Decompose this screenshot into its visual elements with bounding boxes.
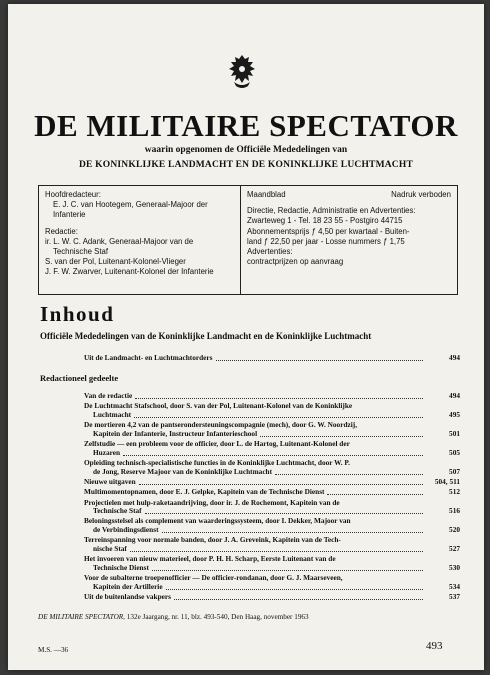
toc-entry [84, 536, 460, 554]
advertising-text: contractprijzen op aanvraag [247, 257, 344, 267]
toc-entry [84, 392, 460, 401]
toc-entry-title: Terreinspanning voor normale banden, door J. A. Greveink, Kapitein van de Tech- [84, 536, 341, 545]
toc-entry-page: 537 [449, 592, 460, 602]
info-box-divider [240, 186, 241, 294]
editorial-staff-member: Technische Staf [53, 247, 109, 257]
contents-heading: Inhoud [40, 302, 115, 326]
subscription-price: Abonnementsprijs ƒ 4,50 per kwartaal - Buiten- [247, 226, 410, 236]
toc-entry: Uit de Landmacht- en Luchtmachtorders 494 [84, 353, 460, 362]
toc-entry-title: Opleiding technisch-specialistische functies in de Koninklijke Luchtmacht, door W. P. [84, 459, 350, 468]
toc-entry-title-cont: Huzaren [93, 447, 121, 457]
editorial-staff-member: ir. L. W. C. Adank, Generaal-Majoor van de [45, 236, 194, 246]
editorial-staff-member: J. F. W. Zwarver, Luitenant-Kolonel der Infanterie [45, 267, 214, 277]
toc-entry-title: Voor de subalterne troepenofficier — De officier-rondanan, door G. J. Maarseveen, [84, 574, 343, 583]
toc-entry [84, 459, 460, 477]
ms-code: M.S. —36 [38, 646, 69, 654]
coat-of-arms-icon [222, 52, 262, 92]
editor-in-chief-label: Hoofdredacteur: [45, 190, 101, 199]
citation-journal: DE MILITAIRE SPECTATOR, [38, 613, 125, 621]
editorial-board [45, 190, 233, 278]
toc-entry [84, 402, 460, 420]
office-label: Directie, Redactie, Administratie en Advertenties: [247, 206, 416, 216]
toc-entry-page: 516 [449, 506, 460, 516]
toc-entry-title-cont: de Verbindingsdienst [93, 525, 159, 535]
toc-entry [84, 488, 460, 497]
toc-entry [84, 421, 460, 439]
toc-entry-page: 534 [449, 582, 460, 592]
toc-entry-title-cont: Kapitein der Infanterie, Instructeur Infanterieschool [93, 428, 258, 438]
publication-details [247, 190, 451, 267]
toc-entry [84, 593, 460, 602]
toc-entry [84, 517, 460, 535]
office-address: Zwarteweg 1 - Tel. 18 23 55 - Postgiro 44715 [247, 216, 403, 226]
toc-entry-title-cont: Kapitein der Artillerie [93, 582, 163, 592]
toc-entry-title: De mortieren 4,2 van de pantserondersteuningscompagnie (mech), door G. W. Noordzij, [84, 421, 358, 430]
masthead-title: DE MILITAIRE SPECTATOR [34, 108, 458, 143]
toc-entry-title: Zelfstudie — een probleem voor de officier, door L. de Hartog, Luitenant-Kolonel der [84, 440, 350, 449]
toc-entry-page: 520 [449, 525, 460, 535]
advertising-label: Advertenties: [247, 247, 293, 257]
toc-entry-page: 512 [449, 487, 460, 497]
toc-entry [84, 574, 460, 592]
editorial-info-box [38, 185, 458, 295]
document-page [8, 4, 484, 670]
toc-entry-title-cont: Technische Staf [93, 506, 142, 516]
toc-entry [84, 478, 460, 487]
toc-entry-page: 504, 511 [434, 477, 460, 487]
toc-entry [84, 499, 460, 517]
editorial-section-title: Redactioneel gedeelte [40, 373, 119, 383]
toc-entry-page: 507 [449, 466, 460, 476]
editorial-staff-member: S. van der Pol, Luitenant-Kolonel-Vlieger [45, 257, 186, 267]
journal-citation [38, 613, 309, 621]
toc-entry-page: 494 [449, 391, 460, 400]
page-number: 493 [426, 640, 443, 652]
toc-entry-title: Uit de buitenlandse vakpers [84, 592, 171, 602]
toc-entry-page: 505 [449, 447, 460, 457]
toc-entry-title: Beloningsstelsel als complement van waarderingssysteem, door I. Dekker, Majoor van [84, 517, 351, 526]
toc-entry-title-cont: nische Staf [93, 544, 127, 554]
toc-entry-title-cont: Technische Dienst [93, 563, 149, 573]
editor-in-chief-rank: Infanterie [53, 210, 86, 220]
toc-entry-title: Projectielen met hulp-raketaandrijving, door ir. J. de Rochemont, Kapitein van de [84, 498, 340, 507]
toc-entry-page: 527 [449, 544, 460, 554]
toc-entry-title: Het invoeren van nieuw materieel, door P. H. H. Scharp, Eerste Luitenant van de [84, 555, 336, 564]
frequency-label: Maandblad [247, 190, 286, 199]
toc-entry-title: Multimomentopnamen, door E. J. Gelpke, Kapitein van de Technische Dienst [84, 487, 325, 497]
toc-entry-page: 495 [449, 409, 460, 419]
subscription-price-cont: land ƒ 22,50 per jaar - Losse nummers ƒ 1,75 [247, 236, 405, 246]
editorial-staff-label: Redactie: [45, 226, 78, 236]
toc-entry-page: 530 [449, 563, 460, 573]
toc-entry [84, 555, 460, 573]
toc-entry [84, 440, 460, 458]
toc-entry-title: Nieuwe uitgaven [84, 477, 136, 487]
citation-details: 132e Jaargang, nr. 11, blz. 493-540, Den Haag, november 1963 [126, 613, 309, 621]
official-section-title: Officiële Mededelingen van de Koninklijke Landmacht en de Koninklijke Luchtmacht [40, 331, 372, 341]
editor-in-chief-name: E. J. C. van Hootegem, Generaal-Majoor der [53, 200, 208, 210]
toc-entry-title-cont: de Jong, Reserve Majoor van de Koninklijke Luchtmacht [93, 466, 273, 476]
official-entries [84, 354, 460, 363]
toc-entry-title: De Luchtmacht Stafschool, door S. van der Pol, Luitenant-Kolonel van de Koninklijke [84, 402, 353, 411]
editorial-entries [84, 392, 460, 604]
toc-entry-title: Van de redactie [84, 391, 133, 400]
masthead-subtitle: waarin opgenomen de Officiële Mededelingen van [144, 145, 348, 155]
toc-entry-title-cont: Luchtmacht [93, 409, 132, 419]
masthead-publisher: DE KONINKLIJKE LANDMACHT EN DE KONINKLIJKE LUCHTMACHT [79, 160, 413, 170]
copyright-notice: Nadruk verboden [391, 190, 451, 199]
toc-entry-page: 501 [449, 428, 460, 438]
